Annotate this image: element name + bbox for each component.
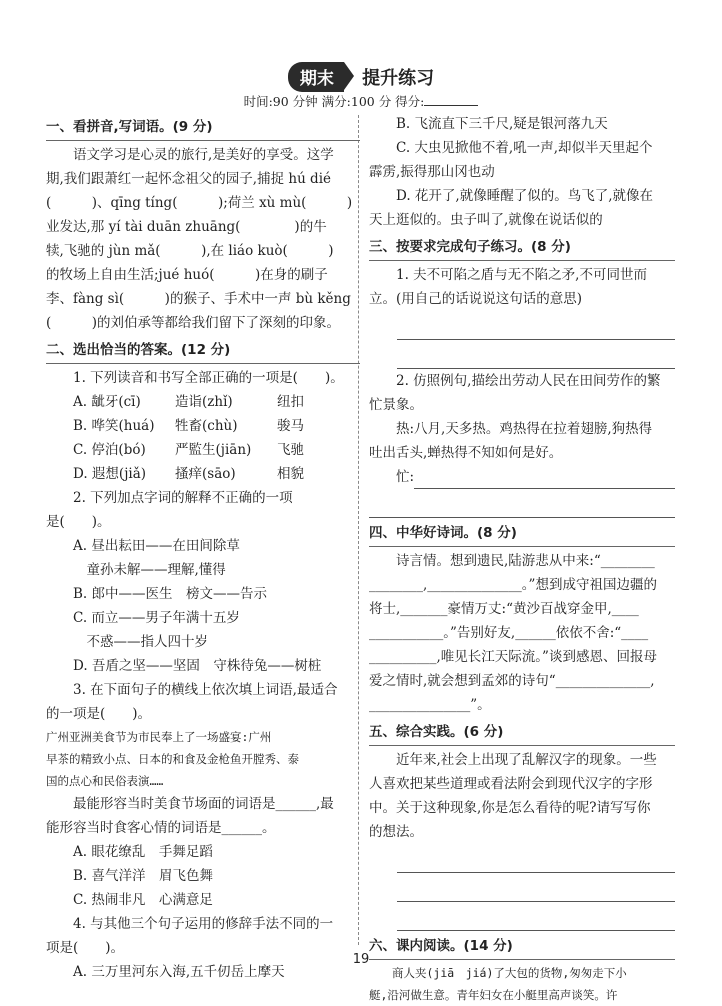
s4-line: ________,______________。”想到成守祖国边疆的 bbox=[369, 577, 657, 593]
s5-line: 中。关于这种现象,你是怎么看待的呢?请写写你 bbox=[369, 800, 651, 816]
answer-line[interactable] bbox=[397, 902, 675, 931]
q2-option-c-cont: 不惑——指人四十岁 bbox=[86, 634, 208, 650]
q3-passage-line: 早茶的精致小点、日本的和食及金枪鱼开膛秀、泰 bbox=[46, 752, 299, 766]
s1-line: 的牧场上自由生活;jué huó( )在身的刷子 bbox=[46, 267, 328, 283]
left-column bbox=[46, 112, 360, 984]
answer-line[interactable] bbox=[397, 311, 675, 340]
q3-option-a[interactable]: A. 眼花缭乱 手舞足蹈 bbox=[73, 844, 213, 860]
s3-busy-row bbox=[369, 465, 675, 489]
s1-line: 李、fàng sì( )的猴子、手术中一声 bù kěng bbox=[46, 291, 351, 307]
q3-option-b[interactable]: B. 喜气洋洋 眉飞色舞 bbox=[73, 868, 214, 884]
q1-option-a[interactable]: A. 龇牙(cī) 造诣(zhǐ) 纽扣 bbox=[73, 394, 304, 410]
s5-line: 人喜欢把某些道理或看法附会到现代汉字的字形 bbox=[369, 776, 653, 792]
question-4: 4. 与其他三个句子运用的修辞手法不同的一 bbox=[73, 916, 334, 932]
q2-option-c[interactable]: C. 而立——男子年满十五岁 bbox=[73, 610, 240, 626]
q1-option-b[interactable]: B. 哗笑(huá) 牲畜(chù) 骏马 bbox=[73, 418, 304, 434]
q2-option-a[interactable]: A. 昼出耘田——在田间除草 bbox=[73, 538, 240, 554]
s1-line: ( )、qīng tíng( );荷兰 xù mù( ) bbox=[46, 195, 353, 211]
s6-line: 艇,沿河做生意。青年妇女在小艇里高声谈笑。许 bbox=[369, 988, 618, 1002]
s4-line: __________,唯见长江天际流。”谈到感恩、回报母 bbox=[369, 649, 657, 665]
q4-option-b[interactable]: B. 飞流直下三千尺,疑是银河落九天 bbox=[396, 116, 608, 132]
page-title: 提升练习 bbox=[362, 68, 435, 89]
s3-question-1: 1. 夫不可陷之盾与无不陷之矛,不可同世而 bbox=[396, 267, 647, 283]
section-6-title: 六、课内阅读。(14 分) bbox=[369, 933, 675, 960]
question-2: 2. 下列加点字词的解释不正确的一项 bbox=[73, 490, 293, 506]
s5-line: 的想法。 bbox=[369, 824, 423, 840]
q3-passage-line: 广州亚洲美食节为市民奉上了一场盛宴:广州 bbox=[46, 730, 272, 744]
q4-option-a[interactable]: A. 三万里河东入海,五千仞岳上摩天 bbox=[73, 964, 285, 980]
answer-line[interactable] bbox=[397, 340, 675, 369]
s3-example-cont: 吐出舌头,蝉热得不知如何是好。 bbox=[369, 445, 563, 461]
s1-line: 语文学习是心灵的旅行,是美好的享受。这学 bbox=[73, 147, 334, 163]
question-3-cont: 的一项是( )。 bbox=[46, 706, 152, 722]
answer-line[interactable] bbox=[414, 470, 675, 489]
question-1: 1. 下列读音和书写全部正确的一项是( )。 bbox=[73, 370, 344, 386]
page-number: 19 bbox=[352, 952, 370, 967]
s4-line: 爱之情时,就会想到孟郊的诗句“______________, bbox=[369, 673, 655, 689]
page-header bbox=[0, 62, 722, 92]
s3-question-2-cont: 忙景象。 bbox=[369, 397, 423, 413]
s3-question-2: 2. 仿照例句,描绘出劳动人民在田间劳作的繁 bbox=[396, 373, 661, 389]
q1-option-c[interactable]: C. 停泊(bó) 严監生(jiān) 飞驰 bbox=[73, 442, 304, 458]
answer-line[interactable] bbox=[369, 489, 675, 518]
q3-prompt: 最能形容当时美食节场面的词语是______,最 bbox=[73, 796, 334, 812]
s3-busy-label: 忙: bbox=[396, 469, 415, 485]
q4-option-c[interactable]: C. 大虫见掀他不着,吼一声,却似半天里起个 bbox=[396, 140, 653, 156]
s4-line: 将士,_______豪情万丈:“黄沙百战穿金甲,____ bbox=[369, 601, 639, 617]
s1-line: 业发达,那 yí tài duān zhuāng( )的牛 bbox=[46, 219, 327, 235]
q2-option-b[interactable]: B. 郎中——医生 榜文——告示 bbox=[73, 586, 268, 602]
q3-option-c[interactable]: C. 热闹非凡 心满意足 bbox=[73, 892, 213, 908]
question-2-cont: 是( )。 bbox=[46, 514, 111, 530]
question-4-cont: 项是( )。 bbox=[46, 940, 125, 956]
s1-line: 犊,飞驰的 jùn mǎ( ),在 liáo kuò( ) bbox=[46, 243, 334, 259]
answer-line[interactable] bbox=[397, 844, 675, 873]
right-column bbox=[369, 112, 675, 1006]
section-5-title: 五、综合实践。(6 分) bbox=[369, 719, 675, 746]
q1-option-d[interactable]: D. 遐想(jiǎ) 搔痒(sāo) 相貌 bbox=[73, 466, 304, 482]
s1-line: 期,我们跟萧红一起怀念祖父的园子,捕捉 hú dié bbox=[46, 171, 332, 187]
q3-prompt-cont: 能形容当时食客心情的词语是______。 bbox=[46, 820, 276, 836]
s4-line: _______________”。 bbox=[369, 697, 491, 713]
s1-line: ( )的刘伯承等都给我们留下了深刻的印象。 bbox=[46, 315, 341, 331]
s3-example: 热:八月,天多热。鸡热得在拉着翅膀,狗热得 bbox=[396, 421, 653, 437]
title-badge: 期末 bbox=[288, 62, 344, 92]
q4-option-d[interactable]: D. 花开了,就像睡醒了似的。鸟飞了,就像在 bbox=[396, 188, 654, 204]
s6-line: 商人夹(jiā jiá)了大包的货物,匆匆走下小 bbox=[392, 966, 627, 980]
q4-option-c-cont: 霹雳,振得那山冈也动 bbox=[369, 164, 495, 180]
s5-line: 近年来,社会上出现了乱解汉字的现象。一些 bbox=[396, 752, 657, 768]
q2-option-a-cont: 童孙未解——理解,懂得 bbox=[86, 562, 226, 578]
score-blank[interactable] bbox=[424, 95, 478, 106]
answer-line[interactable] bbox=[397, 873, 675, 902]
s3-question-1-cont: 立。(用自己的话说说这句话的意思) bbox=[369, 291, 583, 307]
section-4-title: 四、中华好诗词。(8 分) bbox=[369, 520, 675, 547]
s4-line: 诗言情。想到遗民,陆游悲从中来:“________ bbox=[396, 553, 655, 569]
exam-meta-text: 时间:90 分钟 满分:100 分 得分: bbox=[243, 94, 425, 109]
question-3: 3. 在下面句子的横线上依次填上词语,最适合 bbox=[73, 682, 338, 698]
section-1-title: 一、看拼音,写词语。(9 分) bbox=[46, 114, 360, 141]
exam-meta bbox=[0, 92, 722, 110]
q4-option-d-cont: 天上逛似的。虫子叫了,就像在说话似的 bbox=[369, 212, 603, 228]
q2-option-d[interactable]: D. 吾盾之坚——坚固 守株待兔——树桩 bbox=[73, 658, 322, 674]
q3-passage-line: 国的点心和民俗表演…… bbox=[46, 774, 164, 788]
section-2-title: 二、选出恰当的答案。(12 分) bbox=[46, 337, 360, 364]
s4-line: ___________。”告别好友,______依依不舍:“____ bbox=[369, 625, 649, 641]
section-3-title: 三、按要求完成句子练习。(8 分) bbox=[369, 234, 675, 261]
